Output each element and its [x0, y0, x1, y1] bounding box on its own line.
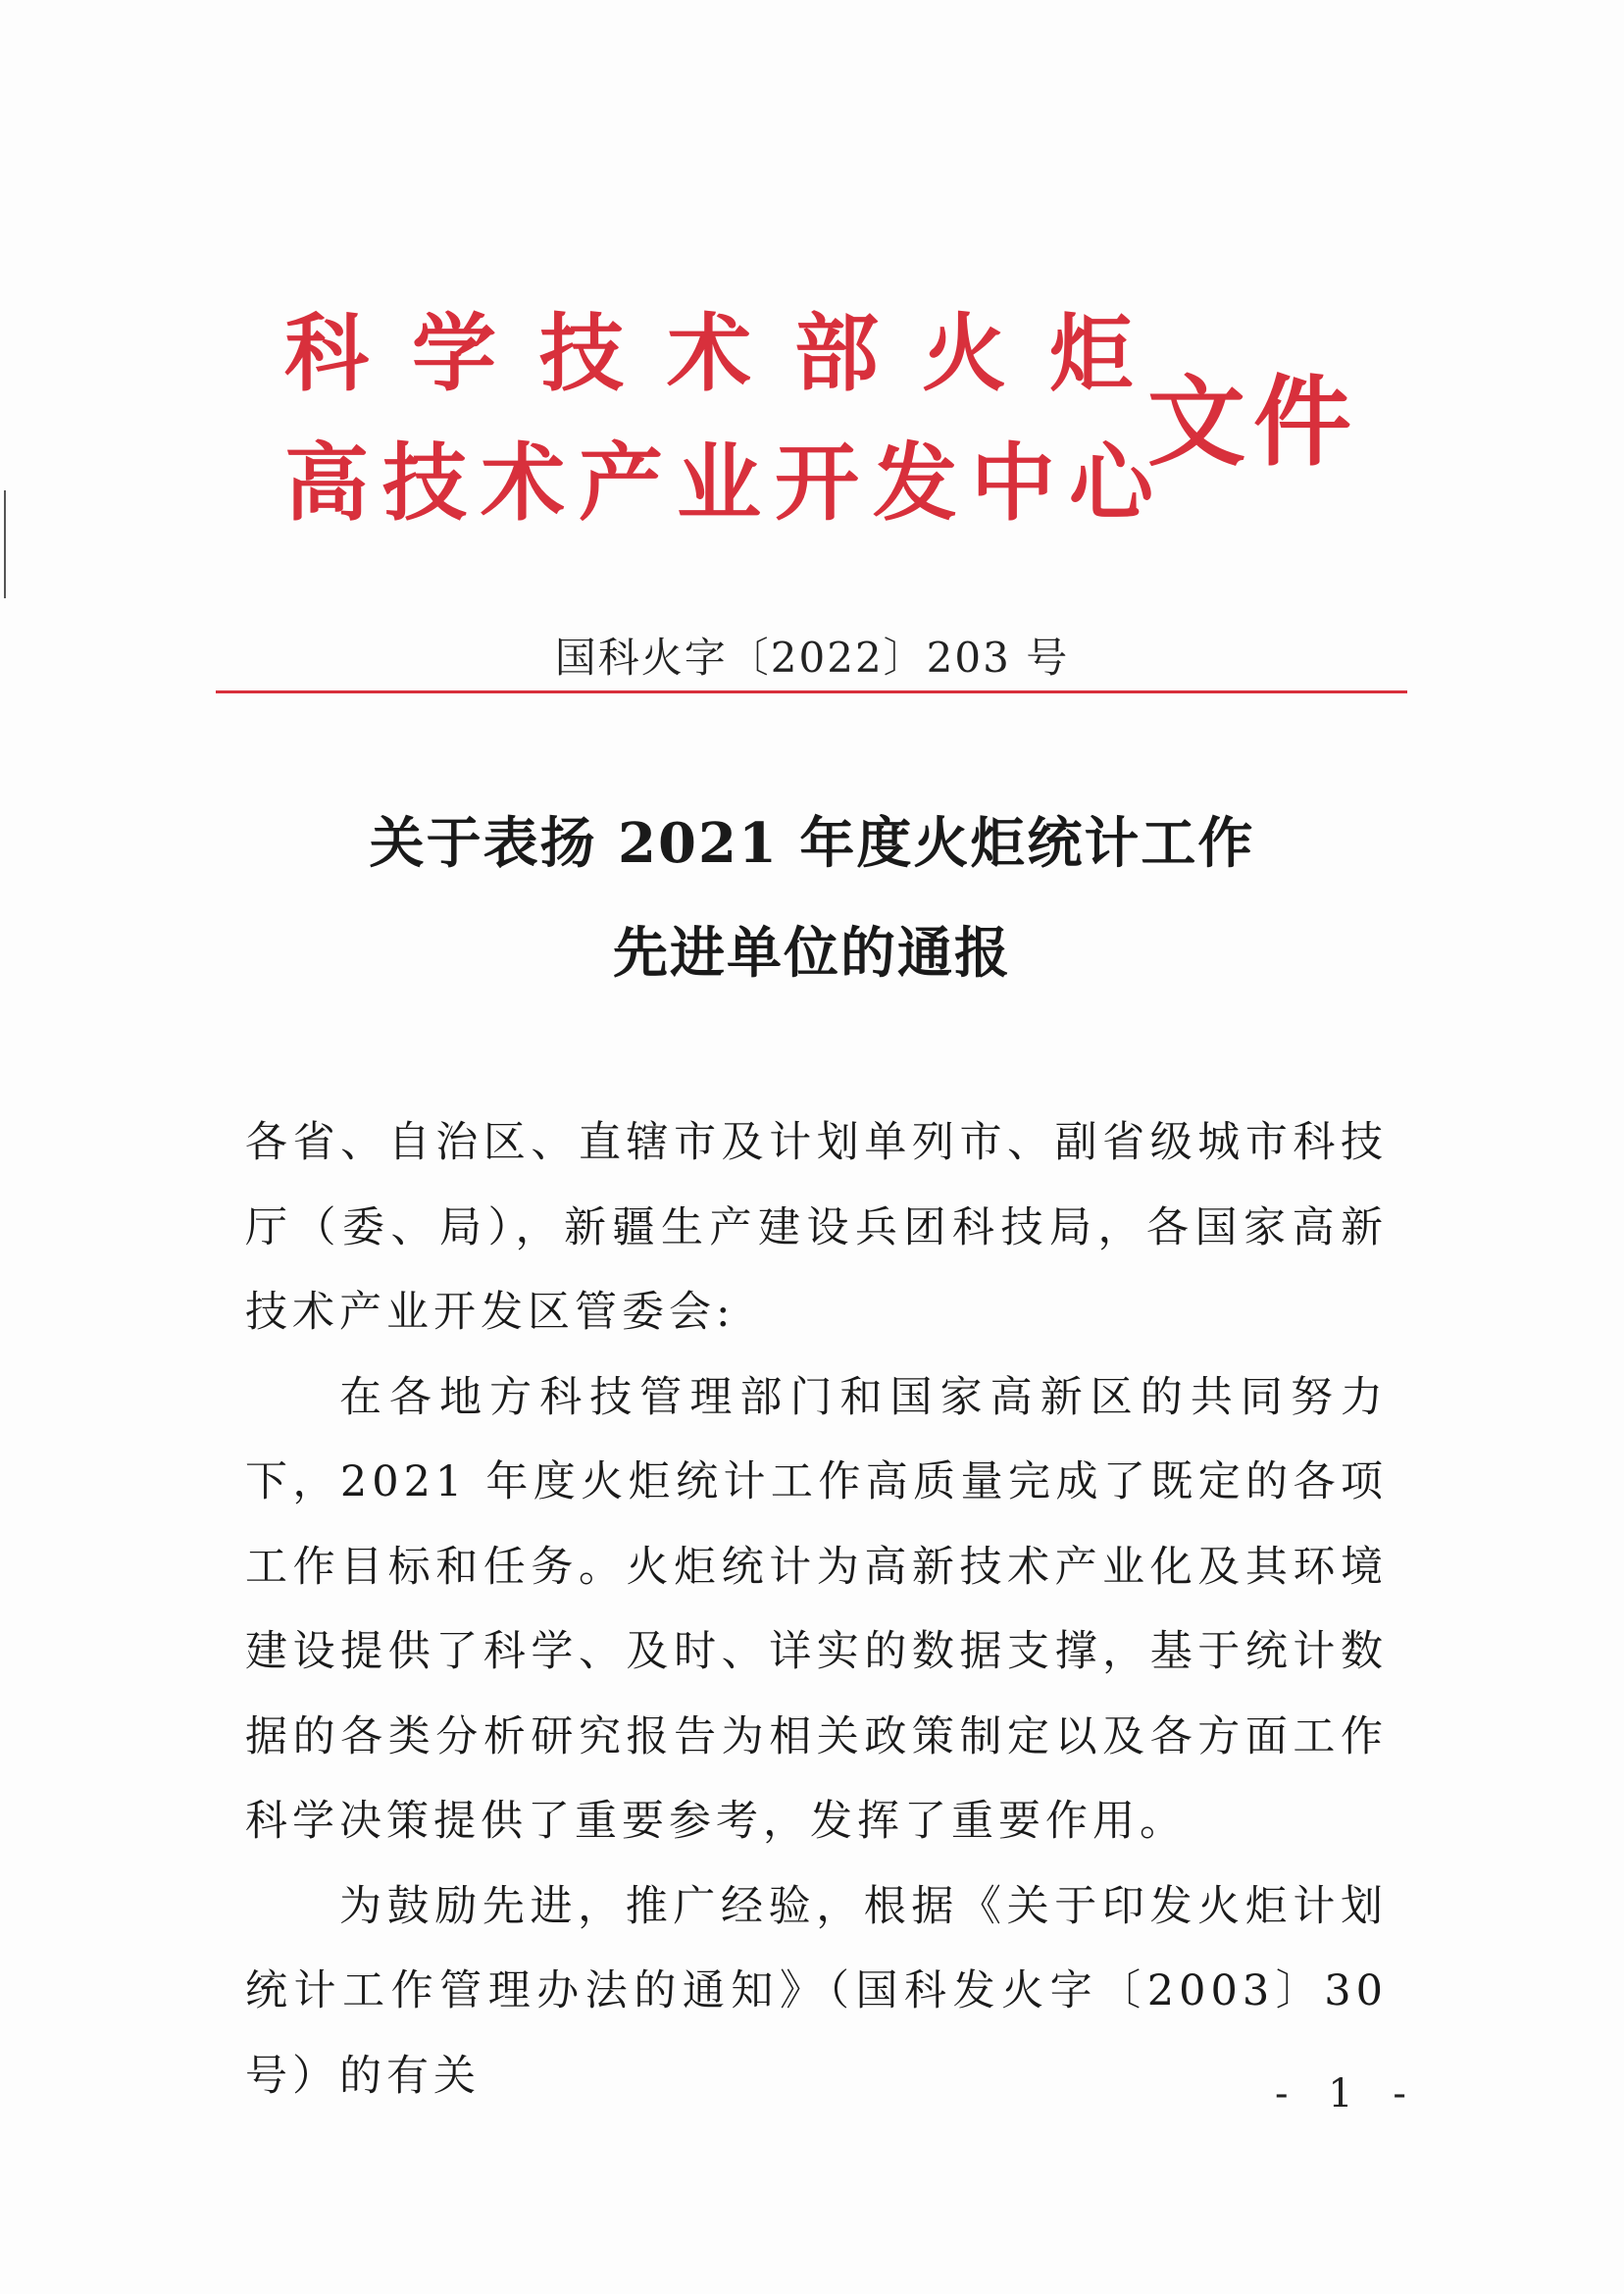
issuer-suffix: 文件: [1147, 364, 1359, 480]
document-title-line-1: 关于表扬 2021 年度火炬统计工作: [369, 811, 1255, 876]
body-paragraph-2: 为鼓励先进，推广经验，根据《关于印发火炬计划统计工作管理办法的通知》（国科发火字〔2003〕30 号）的有关: [245, 1881, 1388, 2101]
red-divider: [216, 690, 1407, 693]
scan-edge-mark: [4, 490, 6, 598]
issuer-name-line-2: 高技术产业开发中心: [284, 433, 1167, 533]
issuer-name-line-1: 科学技术部火炬: [284, 304, 1177, 403]
issuer-header: [284, 294, 1363, 549]
document-body: [245, 1100, 1388, 2118]
page-number: - 1 -: [1275, 2071, 1420, 2116]
recipients-paragraph: 各省、自治区、直辖市及计划单列市、副省级城市科技厅（委、局），新疆生产建设兵团科技局，各国家高新技术产业开发区管委会:: [245, 1118, 1388, 1337]
document-title-line-2: 先进单位的通报: [613, 921, 1011, 986]
body-paragraph-1: 在各地方科技管理部门和国家高新区的共同努力下，2021 年度火炬统计工作高质量完成了既定的各项工作目标和任务。火炬统计为高新技术产业化及其环境建设提供了科学、及时、详实的数据支撑，基于统计数据的各类分析研究报告为相关政策制定以及各方面工作科学决策提供了重要参考，发挥了重要作用。: [245, 1372, 1388, 1846]
document-number: 国科火字〔2022〕203 号: [554, 634, 1070, 682]
